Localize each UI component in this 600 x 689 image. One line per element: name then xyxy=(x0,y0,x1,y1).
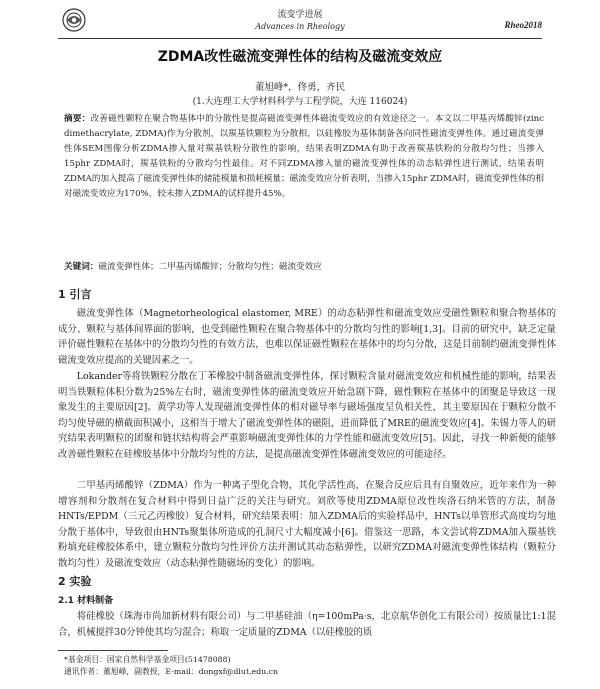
paper-title: ZDMA改性磁流变弹性体的结构及磁流变效应 xyxy=(157,49,443,65)
section-heading-intro: 1 引言 xyxy=(58,288,92,301)
author-list: 董旭峰*，佟勇，齐民 xyxy=(254,82,346,93)
affiliation: (1.大连理工大学材料科学与工程学院，大连 116024) xyxy=(192,97,408,107)
section-heading-experiment: 2 实验 xyxy=(58,575,92,588)
journal-name-en: Advances in Rheology xyxy=(255,22,345,31)
paragraph: Lokander等将铁颗粒分散在丁苯橡胶中制备磁流变弹性体，探讨颗粒含量对磁流变效应和机械性能的影响，结果表明当铁颗粒体积分数为25%左右时，磁流变弹性体的磁流变效应开始急剧下降，磁性颗粒在基体中的团聚是导致这一现象发生的主要原因[2]。黄学功等人发现磁流变弹性体的相对磁导率与磁场强度呈负相关性，其主要原因在于颗粒分散不均匀使导磁的横截面积减小，这相当于增大了磁流变弹性体的磁阻，进而降低了MRE的磁流变效应[4]。朱锡力等人的研究结果表明颗粒的团聚和链状结构将会严重影响磁流变弹性体的力学性能和磁流变效应[5]。因此，寻找一种新便的能够改善磁性颗粒在硅橡胶基体中分散均匀性的方法，是提高磁流变弹性体磁流变效应的可能途径。 xyxy=(58,371,556,460)
paragraph: 将硅橡胶（珠海市尚加新材料有限公司）与二甲基硅油（η=100mPa·s，北京航华创化工有限公司）按质量比1:1混合，机械搅拌30分钟使其均匀混合；称取一定质量的ZDMA（以硅橡胶的质 xyxy=(58,611,556,638)
journal-name xyxy=(58,10,542,32)
footnote-divider xyxy=(58,650,168,651)
journal-name-cn: 流变学进展 xyxy=(277,10,323,20)
paragraph: 磁流变弹性体（Magnetorheological elastomer, MRE）的动态粘弹性和磁流变效应受磁性颗粒和聚合物基体的成分、颗粒与基体间界面的影响，也受到磁性颗粒在聚合物基体中的分散均匀性的影响[1,3]。目前的研究中，缺乏定量评价磁性颗粒在基体中的分散均匀性的有效方法，也难以保证磁性颗粒在基体中的均匀分散，这是目前制约磁流变弹性体磁流变效应提高的关键因素之一。 xyxy=(58,308,556,366)
subsection-heading: 2.1 材料制备 xyxy=(58,596,114,606)
abstract-text: 改善磁性颗粒在聚合物基体中的分散性是提高磁流变弹性体磁流变效应的有效途径之一。本文以二甲基丙烯酸锌(zinc dimethacrylate, ZDMA)作为分散剂，以羰基铁颗粒为分散相，以硅橡胶为基体制备各向同性磁流变弹性体。通过磁流变弹性体SEM图像分析ZDMA掺入量对羰基铁粉分散性的影响，结果表明ZDMA有助于改善羰基铁粉的分散均匀性；当掺入15phr ZDMA时，羰基铁粉的分散均匀性最佳。对不同ZDMA掺入量的磁流变弹性体的动态粘弹性进行测试，结果表明ZDMA的加入提高了磁流变弹性体的储能模量和损耗模量；磁流变效应分析表明，当掺入15phr ZDMA时，磁流变弹性体的相对磁流变效应为170%，较未掺入ZDMA的试样提升45%。 xyxy=(64,114,544,199)
footnote-funding: *基金项目：国家自然科学基金项目(51478088) xyxy=(64,655,231,664)
abstract-label: 摘要： xyxy=(64,114,91,124)
keywords-label: 关键词： xyxy=(64,262,99,272)
keywords-text: 磁流变弹性体；二甲基丙烯酸锌；分散均匀性；磁流变效应 xyxy=(98,262,322,272)
keywords xyxy=(64,260,544,274)
footnote-contact: 通讯作者：董旭峰，副教授，E-mail：dongxf@dlut.edu.cn xyxy=(64,667,279,676)
running-header xyxy=(58,8,542,39)
paragraph: 二甲基丙烯酸锌（ZDMA）作为一种离子型化合物，其化学活性高，在聚合反应后具有自聚效应，近年来作为一种增容剂和分散剂在复合材料中得到日益广泛的关注与研究。刘欣等使用ZDMA原位改性埃洛石纳米管的方法，制备HNTs/EPDM（三元乙丙橡胶）复合材料，研究结果表明：加入ZDMA后的实验样品中，HNTs以单管形式高度均匀地分散于基体中，导致很由HNTs聚集体所造成的孔洞尺寸大幅度减小[6]。借鉴这一思路，本文尝试将ZDMA加入羰基铁粉填充硅橡胶体系中，建立颗粒分散均匀性评价方法并测试其动态粘弹性，以研究ZDMA对磁流变弹性体结构（颗粒分散均匀性）及磁流变效应（动态粘弹性随磁场的变化）的影响。 xyxy=(58,480,556,569)
abstract xyxy=(64,112,544,202)
conference-year: Rheo2018 xyxy=(504,20,542,30)
